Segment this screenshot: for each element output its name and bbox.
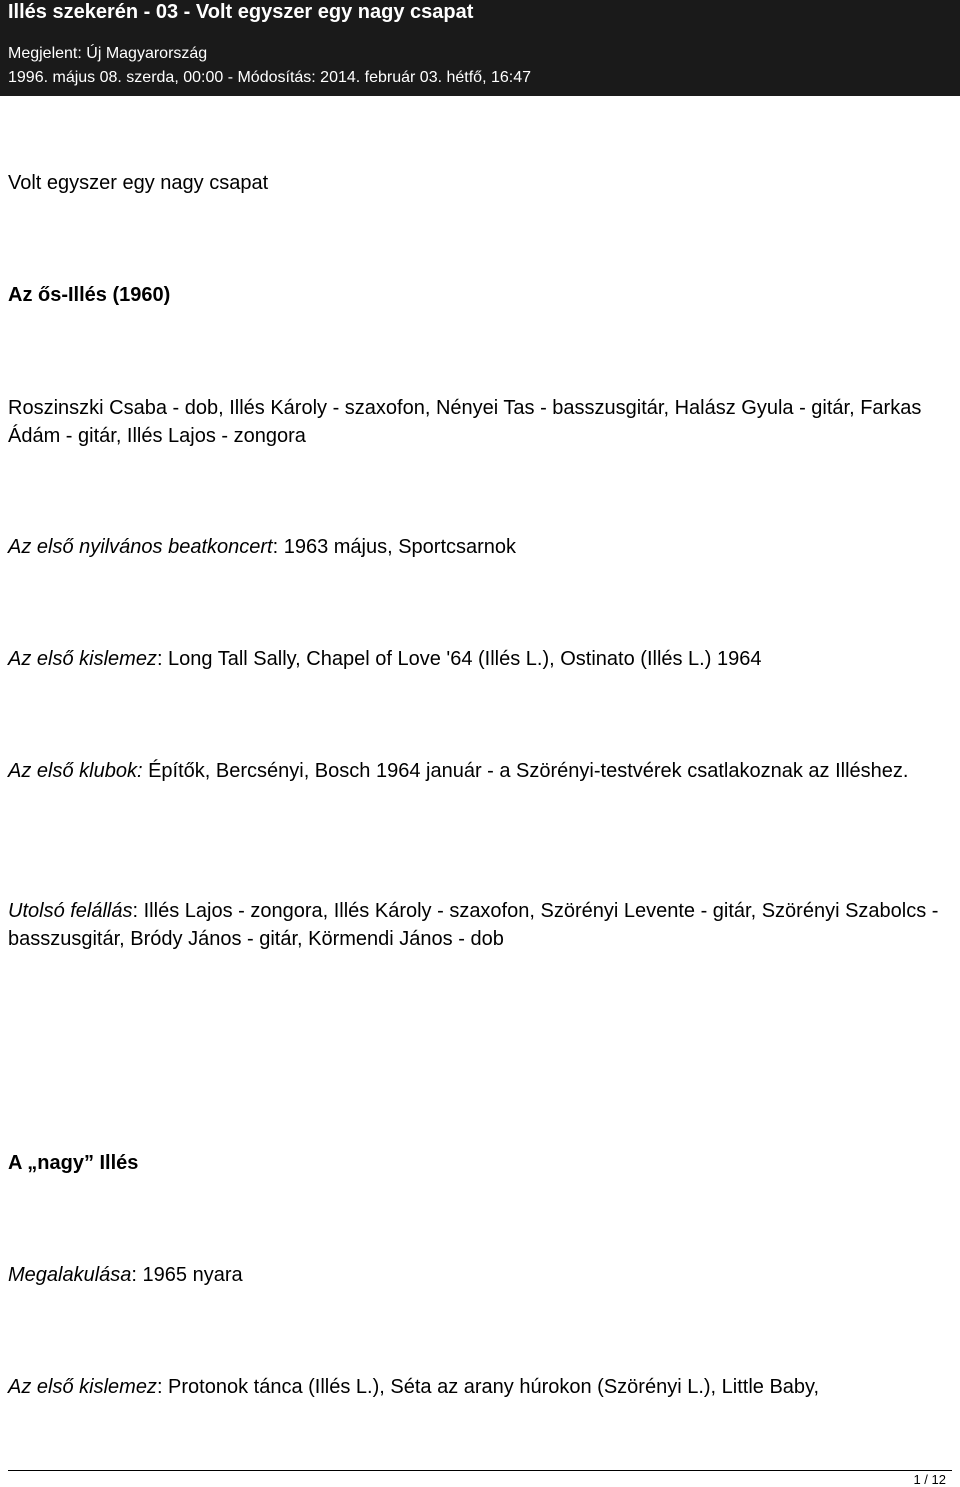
section-heading-os-illes: Az ős-Illés (1960)	[8, 284, 171, 306]
members-paragraph: Roszinszki Csaba - dob, Illés Károly - szaxofon, Nényei Tas - basszusgitár, Halász Gyula - gitár, Farkas Ádám - gitár, Illés Lajos - zongora	[8, 397, 922, 447]
single2-value: : Protonok tánca (Illés L.), Séta az arany húrokon (Szörényi L.), Little Baby,	[156, 1376, 820, 1398]
single1-value: : Long Tall Sally, Chapel of Love '64 (Illés L.), Ostinato (Illés L.) 1964	[156, 648, 762, 670]
formed-label: Megalakulása	[8, 1264, 132, 1286]
document-header	[0, 0, 960, 96]
concert-label: Az első nyilvános beatkoncert	[8, 536, 273, 558]
document-title: Illés szekerén - 03 - Volt egyszer egy nagy csapat	[8, 1, 474, 23]
formed-value: : 1965 nyara	[131, 1264, 243, 1286]
published-line: Megjelent: Új Magyarország	[8, 45, 208, 62]
single1-paragraph	[8, 645, 948, 673]
single2-label: Az első kislemez	[8, 1376, 157, 1398]
single1-label: Az első kislemez	[8, 648, 157, 670]
lineup-value: : Illés Lajos - zongora, Illés Károly - szaxofon, Szörényi Levente - gitár, Szörényi Szabolcs - basszusgitár, Bródy János - gitár, Körmendi János - dob	[8, 900, 939, 950]
clubs-value: Építők, Bercsényi, Bosch 1964 január - a Szörényi-testvérek csatlakoznak az Illéshez.	[142, 760, 909, 782]
lineup-paragraph	[8, 897, 948, 953]
dates-line: 1996. május 08. szerda, 00:00 - Módosítás: 2014. február 03. hétfő, 16:47	[8, 69, 531, 86]
intro-paragraph: Volt egyszer egy nagy csapat	[8, 172, 269, 194]
page-number: 1 / 12	[913, 1472, 946, 1487]
footer-divider	[8, 1470, 952, 1471]
concert-paragraph	[8, 533, 948, 561]
formed-paragraph	[8, 1261, 948, 1289]
single2-paragraph	[8, 1373, 948, 1401]
clubs-paragraph	[8, 757, 948, 785]
section-heading-nagy-illes: A „nagy” Illés	[8, 1152, 139, 1174]
clubs-label: Az első klubok:	[8, 760, 143, 782]
concert-value: : 1963 május, Sportcsarnok	[272, 536, 517, 558]
lineup-label: Utolsó felállás	[8, 900, 133, 922]
